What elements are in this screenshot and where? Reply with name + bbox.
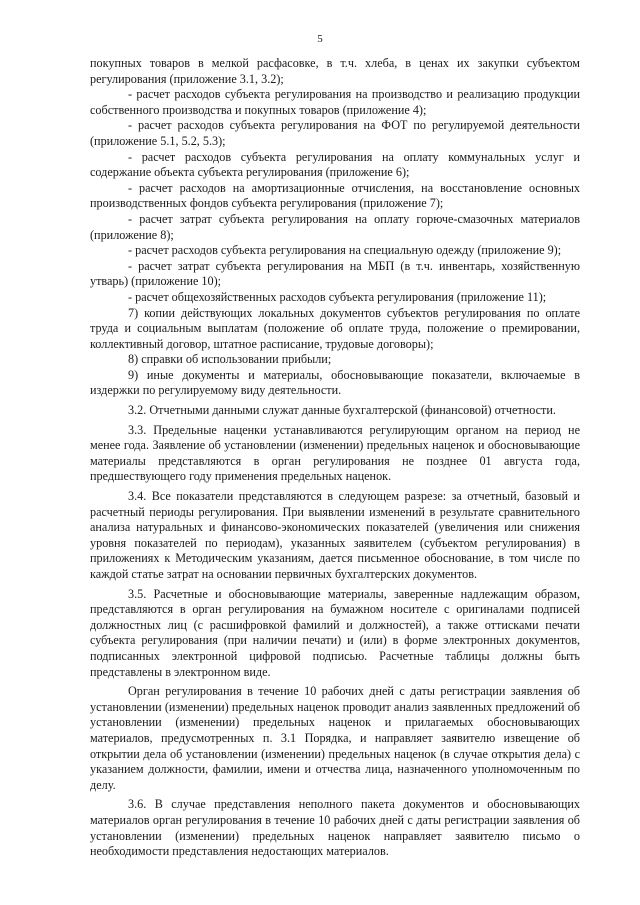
list-item-utilities: - расчет расходов субъекта регулирования на оплату коммунальных услуг и содержание объекта субъекта регулирования (приложение 6);: [90, 149, 580, 180]
section-3-3: 3.3. Предельные наценки устанавливаются регулирующим органом на период не менее года. Заявление об установлении (изменении) предельных наценок и обосновывающие материалы представляются в орган регулирования не позднее 01 августа года, предшествующего году применения предельных наценок.: [90, 422, 580, 484]
list-item-inventory: - расчет затрат субъекта регулирования на МБП (в т.ч. инвентарь, хозяйственную утварь) (приложение 10);: [90, 258, 580, 289]
list-item-workwear: - расчет расходов субъекта регулирования на специальную одежду (приложение 9);: [128, 243, 562, 258]
page-number: 5: [317, 33, 323, 45]
list-item-8-profit-certificates: 8) справки об использовании прибыли;: [128, 352, 332, 367]
list-item-fuel: - расчет затрат субъекта регулирования на оплату горюче-смазочных материалов (приложение 8);: [90, 211, 580, 242]
list-item-7-local-documents: 7) копии действующих локальных документов субъектов регулирования по оплате труда и социальным выплатам (положение об оплате труда, положение о премировании, коллективный договор, штатное расписание, трудовые договоры);: [90, 305, 580, 351]
section-3-5: 3.5. Расчетные и обосновывающие материалы, заверенные надлежащим образом, представляются в орган регулирования на бумажном носителе с оригиналами подписей должностных лиц (с расшифровкой фамилий и должностей), а также оттисками печати субъекта регулирования (при наличии печати) и (или) в форме электронных документов, подписанных электронной цифровой подписью. Расчетные таблицы должны быть представлены в электронном виде.: [90, 586, 580, 679]
section-3-6: 3.6. В случае представления неполного пакета документов и обосновывающих материалов орган регулирования в течение 10 рабочих дней с даты регистрации заявления об установлении (изменении) предельных наценок направляет заявителю письмо о необходимости представления недостающих материалов.: [90, 797, 580, 859]
paragraph-regulator-review: Орган регулирования в течение 10 рабочих дней с даты регистрации заявления об установлении (изменении) предельных наценок проводит анализ заявленных предложений об установлении (изменении) предельных наценок и прилагаемых обосновывающих материалов, предусмотренных п. 3.1 Порядка, и направляет заявителю извещение об открытии дела об установлении (изменении) предельных наценок (в случае открытия дела) с указанием должности, фамилии, имени и отчества лица, назначенного уполномоченным по делу.: [90, 684, 580, 792]
list-item-depreciation: - расчет расходов на амортизационные отчисления, на восстановление основных производственных фондов субъекта регулирования (приложение 7);: [90, 180, 580, 211]
list-item-production-costs: - расчет расходов субъекта регулирования на производство и реализацию продукции собственного производства и покупных товаров (приложение 4);: [90, 87, 580, 117]
section-3-4: 3.4. Все показатели представляются в следующем разрезе: за отчетный, базовый и расчетный периоды регулирования. При выявлении изменений в результате сравнительного анализа натуральных и финансово-экономических показателей (увеличения или снижения уровня показателей по периодам), указанных заявителем (субъектом регулирования) в приложениях к Методическим указаниям, дается письменное обоснование, в том числе по каждой статье затрат на основании первичных бухгалтерских документов.: [90, 489, 580, 581]
section-3-2: 3.2. Отчетными данными служат данные бухгалтерской (финансовой) отчетности.: [128, 403, 556, 418]
list-item-9-other-documents: 9) иные документы и материалы, обосновывающие показатели, включаемые в издержки по регулируемому виду деятельности.: [90, 367, 580, 398]
list-item-payroll: - расчет расходов субъекта регулирования на ФОТ по регулируемой деятельности (приложение 5.1, 5.2, 5.3);: [90, 118, 580, 148]
list-item-overhead: - расчет общехозяйственных расходов субъекта регулирования (приложение 11);: [128, 289, 547, 304]
paragraph-purchased-goods-cont: покупных товаров в мелкой расфасовке, в т.ч. хлеба, в ценах их закупки субъектом регулирования (приложение 3.1, 3.2);: [90, 56, 580, 86]
document-body: [90, 56, 580, 860]
